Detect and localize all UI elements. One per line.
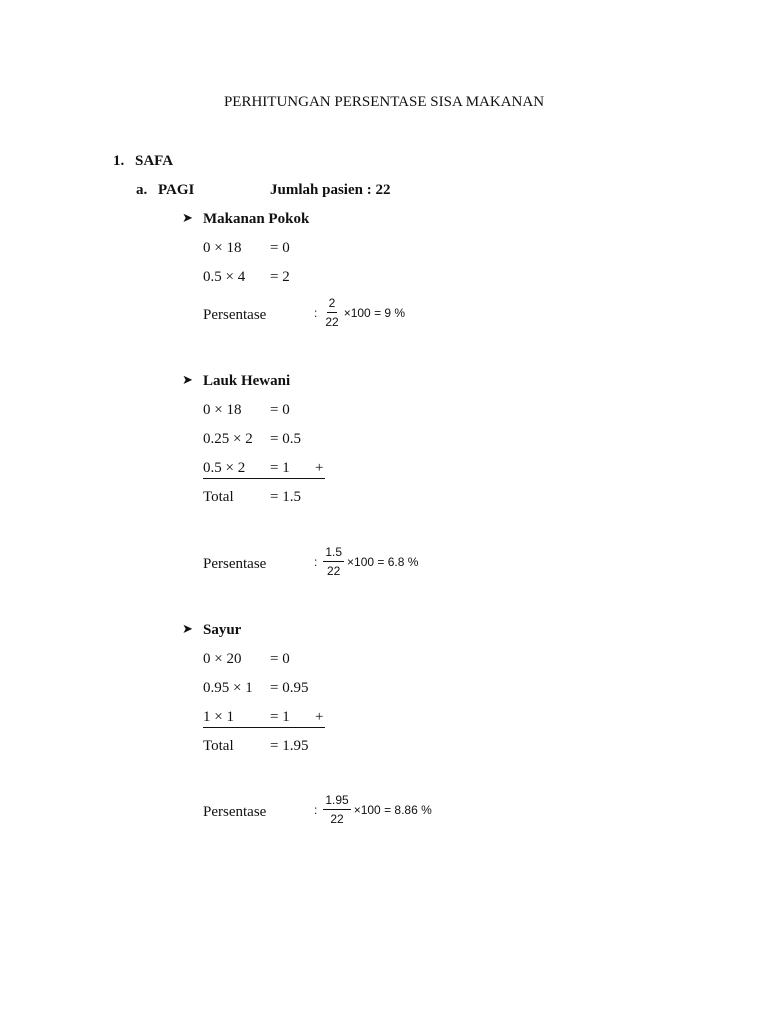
fraction (323, 794, 350, 825)
formula-result: ×100 = 6.8 % (347, 554, 419, 569)
page-title: PERHITUNGAN PERSENTASE SISA MAKANAN (223, 94, 545, 110)
calc-lhs: 0 × 18 (203, 402, 242, 418)
section-heading: Makanan Pokok (203, 211, 310, 227)
calc-rhs: = 0.95 (270, 680, 309, 696)
section-heading: Lauk Hewani (203, 373, 291, 389)
calc-rhs: = 0 (270, 402, 290, 418)
calc-lhs: 0 × 18 (203, 240, 242, 256)
fraction-numerator: 1.5 (323, 546, 344, 562)
calc-rhs: = 0 (270, 240, 290, 256)
total-value: = 1.95 (270, 738, 309, 754)
bullet-arrow-icon: ➤ (182, 373, 193, 388)
fraction-denominator: 22 (327, 564, 341, 578)
calc-rhs: = 0 (270, 651, 290, 667)
total-label: Total (203, 738, 234, 754)
formula-colon: : (314, 554, 318, 569)
plus-sign: + (315, 709, 324, 725)
subitem-letter: a. (136, 182, 148, 198)
item-number: 1. (113, 153, 125, 169)
fraction-numerator: 1.95 (323, 794, 350, 810)
total-value: = 1.5 (270, 489, 301, 505)
fraction (323, 297, 340, 328)
calc-rhs: = 1 (270, 709, 290, 725)
fraction (323, 546, 344, 577)
item-label: SAFA (135, 153, 174, 169)
subitem-label: PAGI (158, 182, 195, 198)
calc-rhs: = 1 (270, 460, 290, 476)
formula-colon: : (314, 305, 318, 320)
bullet-arrow-icon: ➤ (182, 622, 193, 637)
calc-lhs: 0.95 × 1 (203, 680, 253, 696)
percentage-formula (314, 546, 418, 577)
percentage-label: Persentase (203, 307, 267, 323)
fraction-denominator: 22 (330, 812, 344, 826)
calc-lhs: 0.5 × 4 (203, 269, 246, 285)
calc-rhs: = 0.5 (270, 431, 301, 447)
formula-colon: : (314, 802, 318, 817)
percentage-label: Persentase (203, 556, 267, 572)
calc-rhs: = 2 (270, 269, 290, 285)
patient-count: Jumlah pasien : 22 (270, 182, 391, 198)
calc-lhs: 0 × 20 (203, 651, 242, 667)
bullet-arrow-icon: ➤ (182, 211, 193, 226)
percentage-formula (314, 297, 405, 328)
total-label: Total (203, 489, 234, 505)
fraction-denominator: 22 (325, 315, 339, 329)
fraction-numerator: 2 (327, 297, 338, 313)
calc-lhs: 1 × 1 (203, 709, 234, 725)
percentage-label: Persentase (203, 804, 267, 820)
formula-result: ×100 = 9 % (343, 305, 406, 320)
calc-lhs: 0.25 × 2 (203, 431, 253, 447)
formula-result: ×100 = 8.86 % (353, 802, 432, 817)
percentage-formula (314, 794, 432, 825)
plus-sign: + (315, 460, 324, 476)
calc-lhs: 0.5 × 2 (203, 460, 246, 476)
section-heading: Sayur (203, 622, 242, 638)
